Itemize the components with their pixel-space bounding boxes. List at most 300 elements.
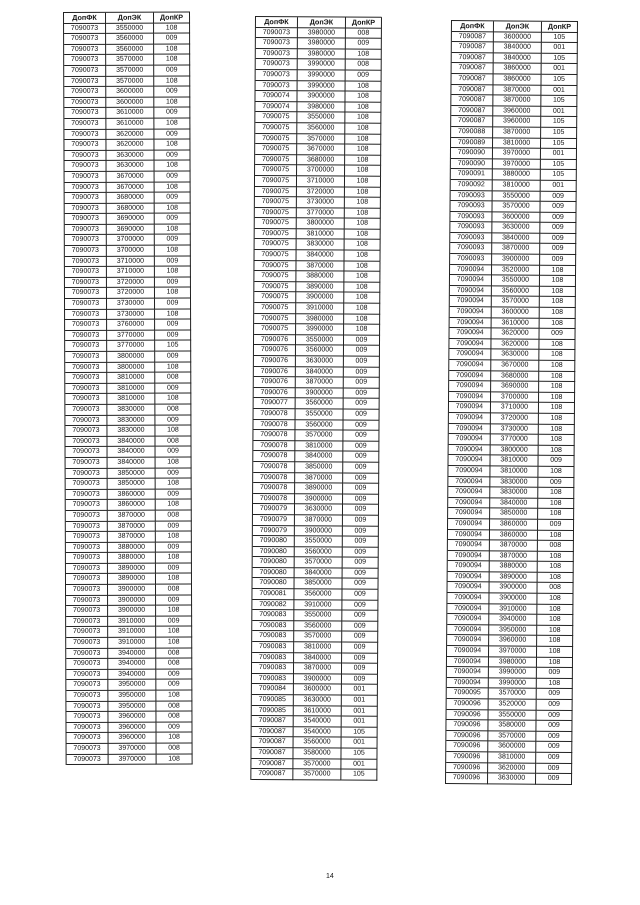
table-row [252, 706, 378, 717]
table-cell: 7090073 [65, 182, 107, 193]
table-row [66, 648, 192, 659]
table-cell: 3560000 [492, 286, 540, 297]
table-cell: 7090096 [446, 773, 488, 784]
table-cell: 108 [538, 562, 574, 573]
table-cell: 7090094 [450, 286, 492, 297]
table-cell: 7090076 [254, 356, 296, 367]
table-cell: 7090087 [451, 106, 493, 117]
table-cell: 009 [537, 700, 573, 711]
table-cell: 009 [156, 447, 192, 458]
table-cell: 7090073 [65, 437, 107, 448]
table-cell: 009 [342, 579, 378, 590]
table-cell: 009 [536, 710, 572, 721]
table-cell: 3600000 [492, 212, 540, 223]
table-row [65, 373, 191, 384]
table-cell: 7090075 [255, 197, 297, 208]
table-cell: 009 [156, 722, 192, 733]
table-cell: 108 [540, 276, 576, 287]
table-cell: 7090075 [254, 271, 296, 282]
table-row [64, 23, 190, 34]
table-cell: 3630000 [488, 773, 536, 784]
table-row [255, 250, 381, 261]
table-row [66, 585, 192, 596]
table-cell: 108 [155, 182, 191, 193]
table-cell: 009 [540, 212, 576, 223]
table-row [64, 118, 190, 129]
table-cell: 7090092 [451, 180, 493, 191]
table-cell: 009 [342, 600, 378, 611]
table-cell: 108 [538, 498, 574, 509]
table-row [66, 627, 192, 638]
table-cell: 108 [346, 49, 382, 60]
table-cell: 3950000 [108, 701, 156, 712]
table-cell: 7090094 [447, 604, 489, 615]
table-cell: 3940000 [108, 648, 156, 659]
table-cell: 3630000 [294, 695, 342, 706]
table-cell: 7090087 [451, 74, 493, 85]
table-cell: 7090078 [253, 430, 295, 441]
table-cell: 105 [341, 770, 377, 781]
table-cell: 009 [156, 521, 192, 532]
table-row [254, 356, 380, 367]
table-cell: 108 [540, 287, 576, 298]
table-row [252, 684, 378, 695]
table-cell: 108 [538, 573, 574, 584]
table-cell: 3840000 [296, 367, 344, 378]
table-cell: 3570000 [489, 689, 537, 700]
table-cell: 3830000 [297, 240, 345, 251]
table-cell: 108 [155, 203, 191, 214]
table-row [66, 457, 192, 468]
table-cell: 008 [346, 28, 382, 39]
table-cell: 108 [539, 361, 575, 372]
table-cell: 3550000 [295, 536, 343, 547]
table-cell: 3850000 [295, 462, 343, 473]
table-cell: 105 [542, 32, 578, 43]
table-cell: 009 [343, 431, 379, 442]
table-cell: 7090079 [253, 525, 295, 536]
table-cell: 009 [342, 664, 378, 675]
table-cell: 3900000 [489, 593, 537, 604]
table-cell: 009 [537, 689, 573, 700]
table-row [67, 733, 193, 744]
table-cell: 3860000 [494, 64, 542, 75]
table-cell: 7090073 [65, 299, 107, 310]
table-cell: 009 [154, 150, 190, 161]
table-cell: 7090075 [254, 292, 296, 303]
table-cell: 3710000 [107, 256, 155, 267]
table-cell: 7090085 [252, 706, 294, 717]
table-row [66, 659, 192, 670]
table-cell: 009 [540, 244, 576, 255]
table-cell: 7090073 [66, 500, 108, 511]
table-cell: 7090073 [65, 246, 107, 257]
table-cell: 3900000 [108, 606, 156, 617]
table-cell: 3810000 [490, 456, 538, 467]
table-cell: 009 [344, 410, 380, 421]
table-cell: 3580000 [293, 748, 341, 759]
table-cell: 105 [541, 96, 577, 107]
table-cell: 3860000 [490, 530, 538, 541]
table-row [255, 91, 381, 102]
table-cell: 3900000 [492, 254, 540, 265]
table-cell: 009 [539, 329, 575, 340]
table-cell: 3830000 [490, 477, 538, 488]
table-cell: 7090094 [450, 296, 492, 307]
table-cell: 3970000 [109, 754, 157, 765]
table-cell: 3880000 [493, 170, 541, 181]
table-row [64, 150, 190, 161]
table-cell: 7090084 [252, 684, 294, 695]
table-cell: 009 [156, 563, 192, 574]
table-cell: 3900000 [295, 526, 343, 537]
table-row [64, 108, 190, 119]
table-row [254, 261, 380, 272]
table-cell: 3710000 [107, 267, 155, 278]
table-cell: 7090073 [66, 521, 108, 532]
table-row [253, 430, 379, 441]
table-cell: 7090093 [450, 201, 492, 212]
table-cell: 3560000 [295, 547, 343, 558]
table-cell: 009 [541, 191, 577, 202]
table-cell: 008 [157, 744, 193, 755]
table-cell: 7090073 [66, 638, 108, 649]
table-cell: 108 [155, 362, 191, 373]
table-cell: 7090083 [252, 621, 294, 632]
table-row [64, 34, 190, 45]
table-cell: 3960000 [108, 712, 156, 723]
table-cell: 7090094 [449, 371, 491, 382]
table-cell: 3810000 [493, 138, 541, 149]
table-cell: 7090094 [448, 498, 490, 509]
table-cell: 7090094 [448, 508, 490, 519]
table-cell: 7090083 [252, 653, 294, 664]
table-cell: 3890000 [490, 572, 538, 583]
table-cell: 001 [542, 43, 578, 54]
table-cell: 3670000 [107, 172, 155, 183]
table-cell: 7090073 [65, 161, 107, 172]
table-cell: 7090083 [252, 610, 294, 621]
table-cell: 009 [343, 452, 379, 463]
table-cell: 105 [155, 341, 191, 352]
table-row [64, 55, 190, 66]
table-row [253, 525, 379, 536]
table-cell: 108 [346, 81, 382, 92]
table-cell: 3950000 [108, 691, 156, 702]
table-cell: 7090073 [65, 362, 107, 373]
table-cell: 7090078 [254, 409, 296, 420]
table-cell: 009 [155, 214, 191, 225]
table-cell: 7090096 [447, 699, 489, 710]
table-cell: 108 [345, 155, 381, 166]
table-cell: 7090094 [448, 519, 490, 530]
table-row [254, 367, 380, 378]
table-cell: 3720000 [491, 413, 539, 424]
table-row [66, 574, 192, 585]
table-cell: 108 [538, 530, 574, 541]
table-header-row [256, 17, 382, 28]
table-cell: 108 [540, 308, 576, 319]
table-row [64, 87, 190, 98]
table-cell: 3970000 [489, 646, 537, 657]
table-cell: 3680000 [107, 203, 155, 214]
table-cell: 7090087 [252, 727, 294, 738]
table-cell: 108 [345, 229, 381, 240]
table-cell: 3840000 [490, 498, 538, 509]
table-cell: 3870000 [490, 540, 538, 551]
table-row [65, 299, 191, 310]
table-cell: 3570000 [492, 297, 540, 308]
table-row [66, 500, 192, 511]
table-cell: 009 [343, 547, 379, 558]
table-cell: 009 [154, 66, 190, 77]
table-cell: 108 [154, 76, 190, 87]
table-row [65, 161, 191, 172]
table-cell: 7090078 [253, 451, 295, 462]
table-row [253, 536, 379, 547]
table-cell: 3690000 [491, 382, 539, 393]
table-row [254, 345, 380, 356]
table-cell: 7090077 [254, 398, 296, 409]
table-cell: 7090075 [255, 218, 297, 229]
table-cell: 009 [536, 721, 572, 732]
table-row [65, 182, 191, 193]
table-cell: 009 [344, 335, 380, 346]
table-cell: 009 [342, 643, 378, 654]
table-cell: 108 [156, 479, 192, 490]
table-row [255, 187, 381, 198]
table-row [66, 553, 192, 564]
table-header-cell: ДопФК [452, 21, 494, 32]
table-cell: 108 [538, 467, 574, 478]
table-row [65, 426, 191, 437]
table-cell: 108 [539, 371, 575, 382]
table-row [64, 97, 190, 108]
table-cell: 3770000 [491, 434, 539, 445]
table-row [256, 70, 382, 81]
table-cell: 7090094 [449, 339, 491, 350]
table-header-cell: ДопЭК [106, 13, 154, 24]
table-cell: 009 [154, 87, 190, 98]
table-cell: 3550000 [294, 611, 342, 622]
table-cell: 108 [156, 638, 192, 649]
table-cell: 7090073 [65, 257, 107, 268]
table-cell: 3810000 [488, 752, 536, 763]
table-cell: 3570000 [295, 430, 343, 441]
table-cell: 7090073 [66, 574, 108, 585]
table-cell: 7090093 [450, 233, 492, 244]
table-cell: 7090073 [66, 447, 108, 458]
table-row [251, 769, 377, 780]
table-cell: 3700000 [491, 392, 539, 403]
table-cell: 7090075 [254, 303, 296, 314]
table-row [66, 616, 192, 627]
table-cell: 009 [540, 202, 576, 213]
table-cell: 3610000 [294, 706, 342, 717]
table-cell: 7090073 [66, 691, 108, 702]
table-cell: 108 [155, 394, 191, 405]
table-cell: 105 [541, 128, 577, 139]
table-cell: 7090073 [256, 70, 298, 81]
table-cell: 3890000 [108, 564, 156, 575]
table-cell: 105 [542, 53, 578, 64]
table-row [65, 309, 191, 320]
table-cell: 7090094 [448, 466, 490, 477]
table-cell: 7090078 [253, 494, 295, 505]
table-cell: 3990000 [296, 324, 344, 335]
table-cell: 7090087 [251, 769, 293, 780]
table-header-cell: ДопКР [154, 13, 190, 24]
table-cell: 3720000 [107, 288, 155, 299]
table-cell: 108 [156, 553, 192, 564]
table-cell: 7090080 [253, 547, 295, 558]
table-cell: 3600000 [494, 32, 542, 43]
table-cell: 7090073 [64, 98, 106, 109]
table-cell: 7090096 [447, 710, 489, 721]
table-cell: 3550000 [488, 710, 536, 721]
table-cell: 7090094 [447, 635, 489, 646]
table-cell: 3980000 [298, 38, 346, 49]
table-cell: 105 [342, 727, 378, 738]
table-cell: 7090094 [448, 455, 490, 466]
table-cell: 7090087 [251, 748, 293, 759]
table-cell: 3810000 [490, 466, 538, 477]
table-cell: 7090073 [66, 701, 108, 712]
table-cell: 7090075 [255, 123, 297, 134]
table-cell: 3680000 [491, 371, 539, 382]
table-cell: 3570000 [492, 201, 540, 212]
table-cell: 7090080 [252, 578, 294, 589]
table-cell: 7090093 [451, 191, 493, 202]
table-cell: 3830000 [107, 426, 155, 437]
table-cell: 108 [156, 691, 192, 702]
table-row [65, 330, 191, 341]
table-cell: 7090087 [451, 95, 493, 106]
table-cell: 108 [537, 657, 573, 668]
table-row [66, 542, 192, 553]
table-cell: 7090087 [451, 85, 493, 96]
table-cell: 7090075 [254, 261, 296, 272]
table-cell: 009 [343, 568, 379, 579]
table-cell: 3870000 [108, 521, 156, 532]
table-cell: 009 [156, 616, 192, 627]
table-cell: 7090073 [65, 394, 107, 405]
table-row [252, 621, 378, 632]
table-cell: 7090075 [255, 250, 297, 261]
table-cell: 108 [345, 92, 381, 103]
table-cell: 7090080 [253, 568, 295, 579]
table-cell: 108 [155, 224, 191, 235]
table-cell: 3630000 [106, 150, 154, 161]
table-cell: 7090073 [67, 733, 109, 744]
table-row [256, 59, 382, 70]
table-cell: 3600000 [492, 307, 540, 318]
table-cell: 108 [155, 309, 191, 320]
table-cell: 108 [157, 733, 193, 744]
table-cell: 009 [346, 39, 382, 50]
table-cell: 3570000 [106, 55, 154, 66]
table-cell: 3840000 [492, 233, 540, 244]
table-cell: 7090094 [447, 593, 489, 604]
table-cell: 3900000 [108, 595, 156, 606]
table-cell: 108 [539, 445, 575, 456]
table-cell: 7090091 [451, 169, 493, 180]
table-cell: 108 [154, 23, 190, 34]
table-cell: 001 [342, 738, 378, 749]
table-cell: 3910000 [108, 638, 156, 649]
table-cell: 3630000 [491, 350, 539, 361]
table-cell: 7090075 [255, 239, 297, 250]
table-cell: 108 [538, 488, 574, 499]
table-cell: 3800000 [107, 352, 155, 363]
table-cell: 3880000 [490, 562, 538, 573]
table-row [64, 76, 190, 87]
table-cell: 009 [343, 473, 379, 484]
table-cell: 3850000 [108, 468, 156, 479]
table-cell: 108 [345, 145, 381, 156]
table-cell: 3940000 [489, 615, 537, 626]
table-row [252, 631, 378, 642]
table-cell: 3700000 [107, 235, 155, 246]
table-cell: 3670000 [297, 144, 345, 155]
table-cell: 3550000 [296, 335, 344, 346]
table-cell: 3810000 [297, 229, 345, 240]
table-cell: 7090082 [252, 600, 294, 611]
table-cell: 3770000 [107, 341, 155, 352]
table-cell: 108 [539, 350, 575, 361]
table-row [65, 193, 191, 204]
table-row [66, 701, 192, 712]
table-cell: 7090078 [253, 420, 295, 431]
table-cell: 3570000 [295, 558, 343, 569]
table-row [66, 468, 192, 479]
table-cell: 009 [536, 742, 572, 753]
table-cell: 7090094 [450, 275, 492, 286]
table-row [252, 737, 378, 748]
table-cell: 3830000 [490, 487, 538, 498]
table-cell: 7090094 [449, 360, 491, 371]
table-cell: 009 [343, 441, 379, 452]
table-cell: 7090094 [449, 434, 491, 445]
table-cell: 7090073 [65, 193, 107, 204]
table-cell: 009 [343, 558, 379, 569]
table-cell: 7090073 [66, 627, 108, 638]
table-row [254, 388, 380, 399]
table-row [255, 123, 381, 134]
table-row [65, 277, 191, 288]
table-cell: 3840000 [297, 250, 345, 261]
table-cell: 008 [538, 541, 574, 552]
table-row [446, 773, 572, 785]
table-cell: 108 [539, 435, 575, 446]
table-cell: 108 [537, 636, 573, 647]
code-table-left [63, 12, 193, 766]
table-cell: 7090073 [65, 415, 107, 426]
table-cell: 7090073 [256, 59, 298, 70]
table-cell: 3980000 [296, 314, 344, 325]
table-cell: 009 [536, 774, 572, 785]
table-cell: 001 [541, 149, 577, 160]
table-row [65, 256, 191, 267]
table-cell: 7090075 [255, 208, 297, 219]
table-row [66, 722, 192, 733]
table-row [254, 303, 380, 314]
table-cell: 7090094 [448, 477, 490, 488]
table-cell: 7090079 [253, 515, 295, 526]
table-cell: 3570000 [488, 731, 536, 742]
table-cell: 108 [345, 198, 381, 209]
table-cell: 105 [341, 749, 377, 760]
